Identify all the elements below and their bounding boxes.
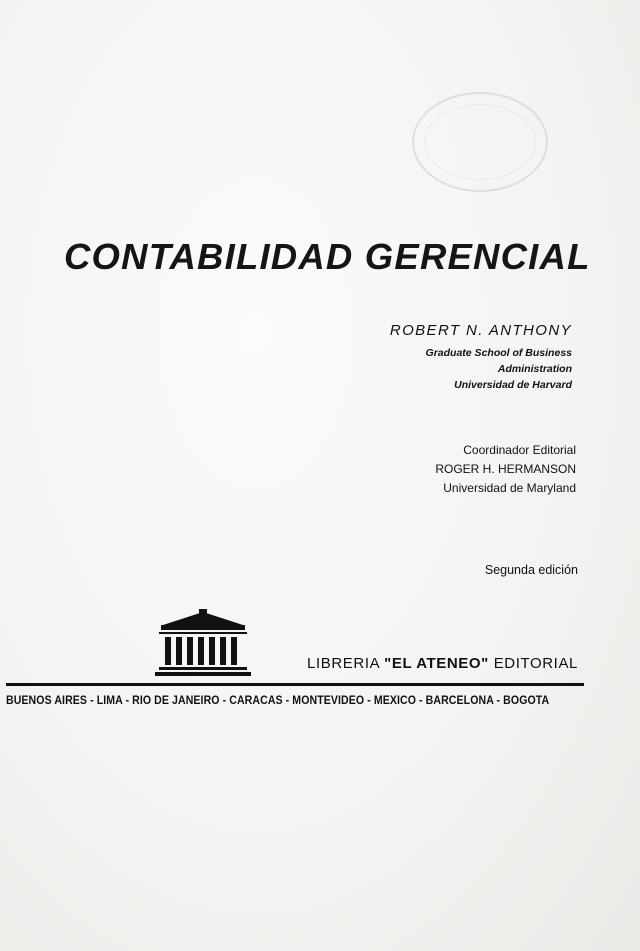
author-name: ROBERT N. ANTHONY [389,322,572,339]
author-affiliation-line-1: Graduate School of Business [425,347,572,359]
coordinator-name: ROGER H. HERMANSON [435,462,576,476]
publisher-cities: BUENOS AIRES - LIMA - RIO DE JANEIRO - CARACAS - MONTEVIDEO - MEXICO - BARCELONA - BOGOTA [6,693,550,707]
author-block [390,322,572,393]
divider-rule [6,683,584,686]
publisher-name: "EL ATENEO" [384,655,489,672]
publisher-prefix: LIBRERIA [307,655,380,672]
edition-label: Segunda edición [484,563,578,577]
publisher-suffix: EDITORIAL [493,655,578,672]
publisher-line [307,655,578,672]
library-stamp [412,92,548,192]
coordinator-role: Coordinador Editorial [463,443,576,457]
coordinator-block [435,441,576,498]
author-affiliation-line-2: Administration [497,363,572,375]
temple-icon [155,609,251,677]
book-title: CONTABILIDAD GERENCIAL [64,236,591,277]
coordinator-affiliation: Universidad de Maryland [443,481,576,495]
author-affiliation-line-3: Universidad de Harvard [454,379,572,391]
